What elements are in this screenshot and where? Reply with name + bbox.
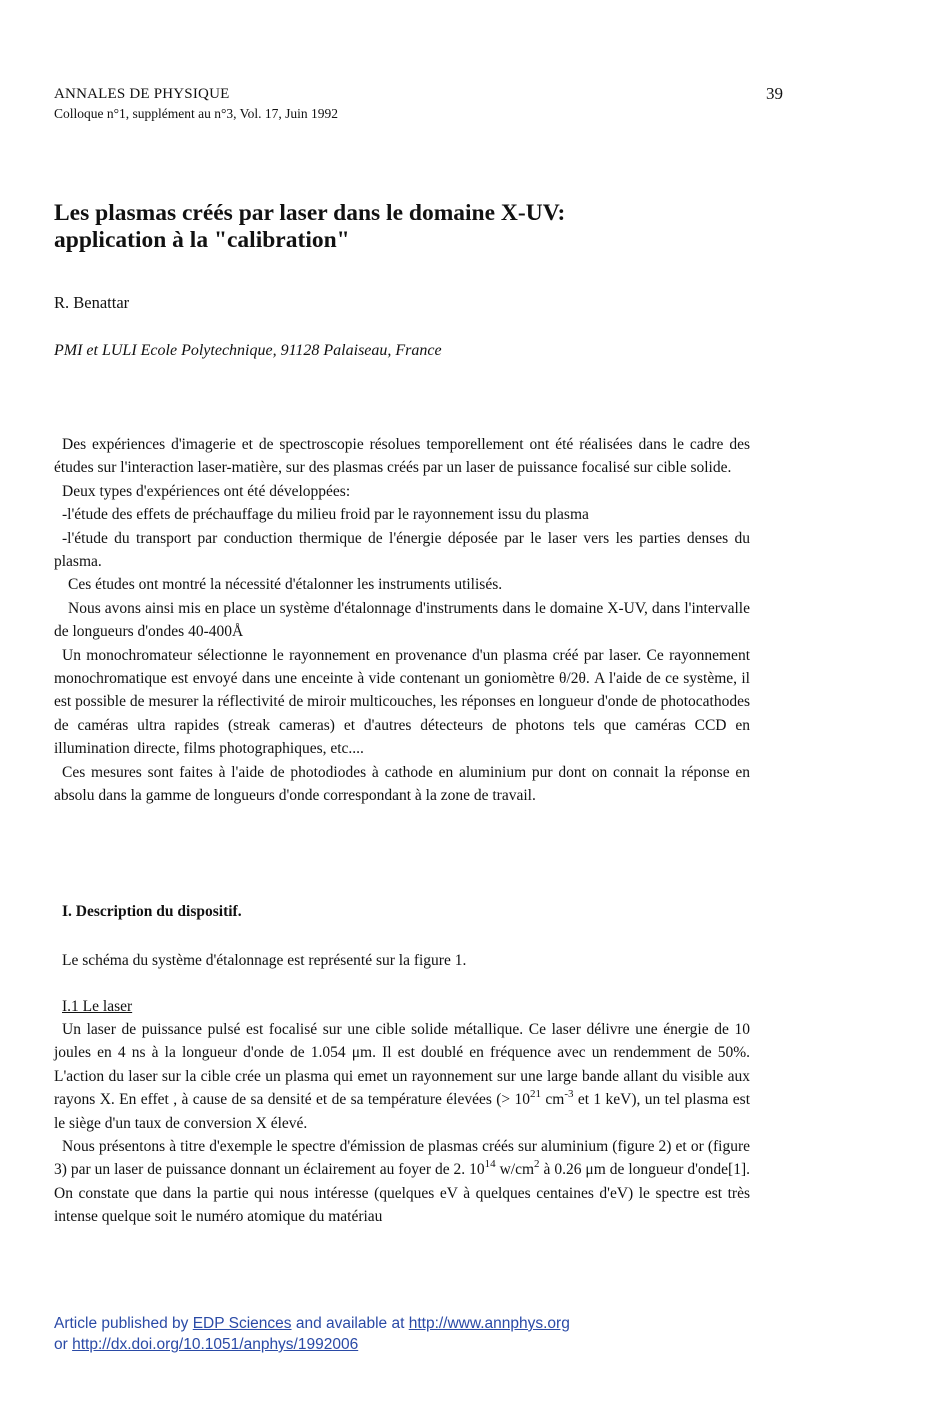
section-intro: Le schéma du système d'étalonnage est représenté sur la figure 1. [62, 952, 467, 969]
paper-title-line-1: Les plasmas créés par laser dans le domaine X-UV: [54, 200, 566, 226]
abstract-paragraph: Nous avons ainsi mis en place un système d'étalonnage d'instruments dans le domaine X-UV, dans l'intervalle de longueurs d'ondes 40-400Å [54, 599, 750, 641]
abstract-paragraph: Un monochromateur sélectionne le rayonnement en provenance d'un plasma créé par laser. Ce rayonnement monochromatique est envoyé dans une enceinte à vide contenant un goniomètre θ/2θ. A l'aide de ce système, il est possible de mesurer la réflectivité de miroir multicouches, les réponses en longueur d'onde de photocathodes de caméras ultra rapides (streak cameras) et d'autres détecteurs de photons tels que caméras CCD en illumination directe, films photographiques, etc.... [54, 646, 750, 758]
abstract [54, 433, 750, 808]
exponent: -3 [564, 1088, 574, 1101]
abstract-paragraph: Deux types d'expériences ont été développées: [62, 482, 351, 500]
exponent: 2 [534, 1158, 540, 1171]
paper-title-line-2: application à la "calibration" [54, 227, 350, 253]
footer-text: and available at [291, 1315, 409, 1332]
subsection-title: I.1 Le laser [62, 998, 133, 1015]
footer-text: or [54, 1336, 73, 1353]
journal-site-link[interactable]: http://www.annphys.org [408, 1315, 570, 1332]
body-text: Nous présentons à titre d'exemple le spectre d'émission de plasmas créés sur aluminium (figure 2) et or (figure 3) par un laser de puissance donnant un éclairement au foyer de 2. 10 [54, 1138, 750, 1179]
abstract-paragraph: Ces études ont montré la nécessité d'étalonner les instruments utilisés. [68, 576, 503, 594]
journal-issue-info: Colloque n°1, supplément au n°3, Vol. 17, Juin 1992 [54, 106, 339, 121]
publication-footer [54, 1313, 570, 1355]
body-text: à 0.26 μm de longueur d'onde[1]. On constate que dans la partie qui nous intéresse (quelques eV à quelques centaines d'eV) le spectre est très intense quelque soit le numéro atomique du matériau [54, 1161, 750, 1226]
subsection-body [54, 1018, 750, 1229]
page-number: 39 [766, 84, 783, 103]
doi-link[interactable]: http://dx.doi.org/10.1051/anphys/1992006 [72, 1336, 359, 1353]
body-text: et 1 keV), un tel plasma est le siège d'un taux de conversion X élevé. [54, 1091, 750, 1132]
footer-text: Article published by [54, 1315, 193, 1332]
paper-title [54, 200, 774, 254]
section-heading: I. Description du dispositif. [62, 903, 242, 920]
author: R. Benattar [54, 293, 130, 312]
body-text: cm [541, 1091, 565, 1109]
body-text: Un laser de puissance pulsé est focalisé sur une cible solide métallique. Ce laser délivre une énergie de 10 joules en 4 ns à la longueur d'onde de 1.054 μm. Il est doublé en fréquence avec un rendemment de 50%. L'action du laser sur la cible crée un plasma qui emet un rayonnement sur une large bande allant du visible aux rayons X. En effet , à cause de sa densité et de sa température élevées (> 10 [54, 1021, 750, 1109]
journal-name: ANNALES DE PHYSIQUE [54, 86, 230, 102]
exponent: 14 [484, 1158, 496, 1171]
abstract-paragraph: Ces mesures sont faites à l'aide de photodiodes à cathode en aluminium pur dont on connait la réponse en absolu dans la gamme de longueurs d'onde correspondant à la zone de travail. [54, 763, 750, 805]
affiliation: PMI et LULI Ecole Polytechnique, 91128 Palaiseau, France [54, 342, 442, 359]
abstract-paragraph: -l'étude du transport par conduction thermique de l'énergie déposée par le laser vers les parties denses du plasma. [54, 529, 750, 571]
footer-line-2 [54, 1334, 570, 1355]
abstract-paragraph: -l'étude des effets de préchauffage du milieu froid par le rayonnement issu du plasma [62, 506, 589, 524]
exponent: 21 [530, 1088, 542, 1101]
body-paragraph [54, 1018, 750, 1135]
abstract-paragraph: Des expériences d'imagerie et de spectroscopie résolues temporellement ont été réalisées dans le cadre des études sur l'interaction laser-matière, sur des plasmas créés par un laser de puissance focalisé sur cible solide. [54, 436, 750, 477]
footer-line-1 [54, 1313, 570, 1334]
publisher-link[interactable]: EDP Sciences [192, 1315, 292, 1332]
body-text: w/cm [495, 1161, 535, 1179]
body-paragraph [54, 1135, 750, 1229]
